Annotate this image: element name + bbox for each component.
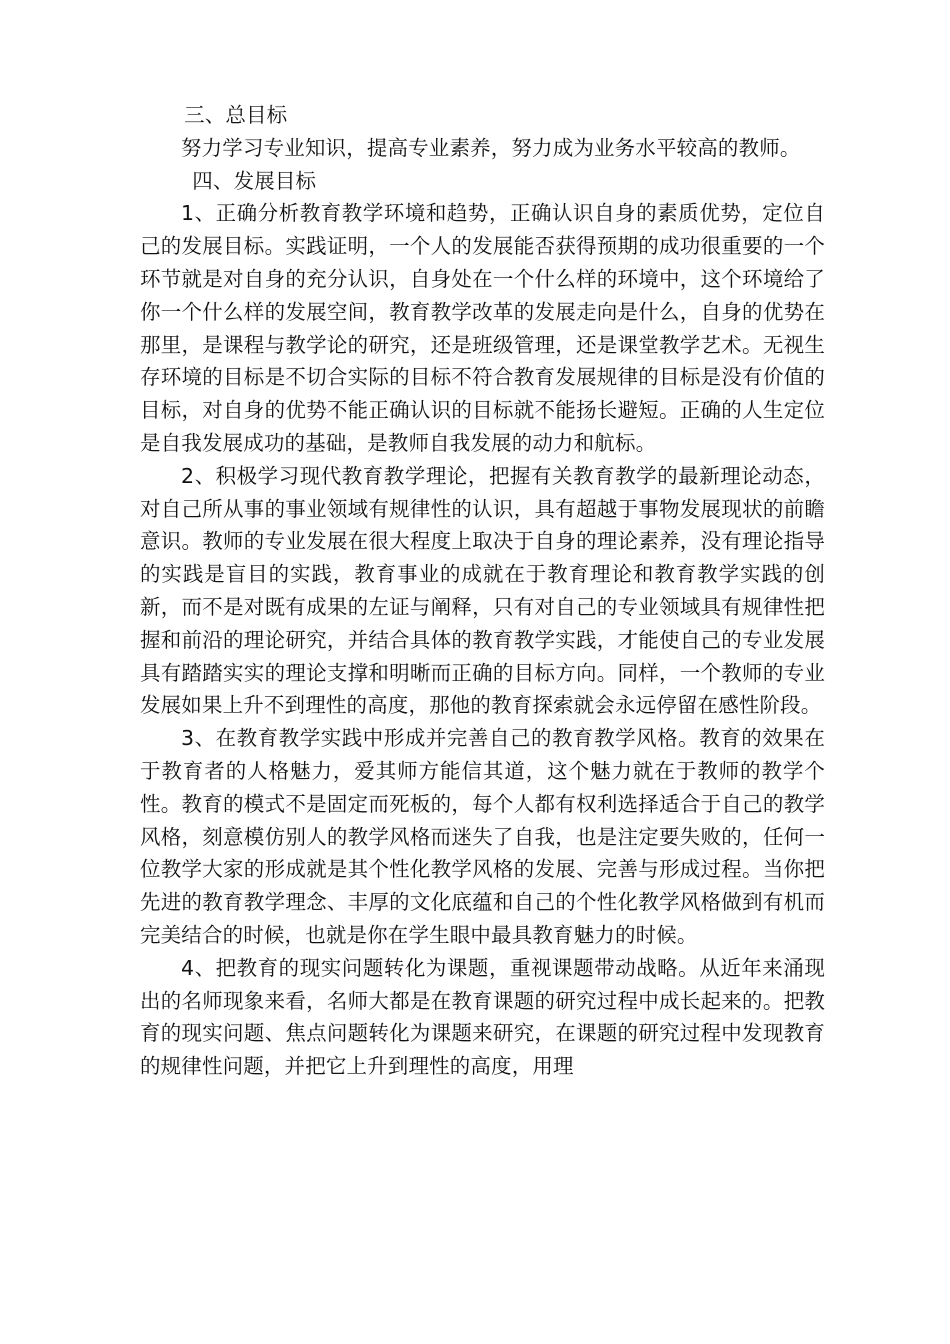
document-body	[140, 99, 825, 1083]
paragraph-goal-2: 2、积极学习现代教育教学理论，把握有关教育教学的最新理论动态，对自己所从事的事业领域有规律性的认识，具有超越于事物发展现状的前瞻意识。教师的专业发展在很大程度上取决于自身的理论素养，没有理论指导的实践是盲目的实践，教育事业的成就在于教育理论和教育教学实践的创新，而不是对既有成果的左证与阐释，只有对自己的专业领域具有规律性把握和前沿的理论研究，并结合具体的教育教学实践，才能使自己的专业发展具有踏踏实实的理论支撑和明晰而正确的目标方向。同样，一个教师的专业发展如果上升不到理性的高度，那他的教育探索就会永远停留在感性阶段。	[140, 463, 825, 718]
paragraph-goal-1: 1、正确分析教育教学环境和趋势，正确认识自身的素质优势，定位自己的发展目标。实践证明，一个人的发展能否获得预期的成功很重要的一个环节就是对自身的充分认识，自身处在一个什么样的环境中，这个环境给了你一个什么样的发展空间，教育教学改革的发展走向是什么，自身的优势在那里，是课程与教学论的研究，还是班级管理，还是课堂教学艺术。无视生存环境的目标是不切合实际的目标不符合教育发展规律的目标是没有价值的目标，对自身的优势不能正确认识的目标就不能扬长避短。正确的人生定位是自我发展成功的基础，是教师自我发展的动力和航标。	[140, 201, 825, 455]
paragraph-total-goal: 努力学习专业知识，提高专业素养，努力成为业务水平较高的教师。	[181, 135, 801, 160]
section-heading-development-goals: 四、发展目标	[192, 168, 317, 193]
section-heading-total-goal: 三、总目标	[184, 103, 288, 127]
paragraph-goal-3: 3、在教育教学实践中形成并完善自己的教育教学风格。教育的效果在于教育者的人格魅力，爱其师方能信其道，这个魅力就在于教师的教学个性。教育的模式不是固定而死板的，每个人都有权利选择适合于自己的教学风格，刻意模仿别人的教学风格而迷失了自我，也是注定要失败的，任何一位教学大家的形成就是其个性化教学风格的发展、完善与形成过程。当你把先进的教育教学理念、丰厚的文化底蕴和自己的个性化教学风格做到有机而完美结合的时候，也就是你在学生眼中最具教育魅力的时候。	[140, 726, 825, 947]
paragraph-goal-4: 4、把教育的现实问题转化为课题，重视课题带动战略。从近年来涌现出的名师现象来看，名师大都是在教育课题的研究过程中成长起来的。把教育的现实问题、焦点问题转化为课题来研究，在课题的研究过程中发现教育的规律性问题，并把它上升到理性的高度，用理	[140, 955, 825, 1079]
